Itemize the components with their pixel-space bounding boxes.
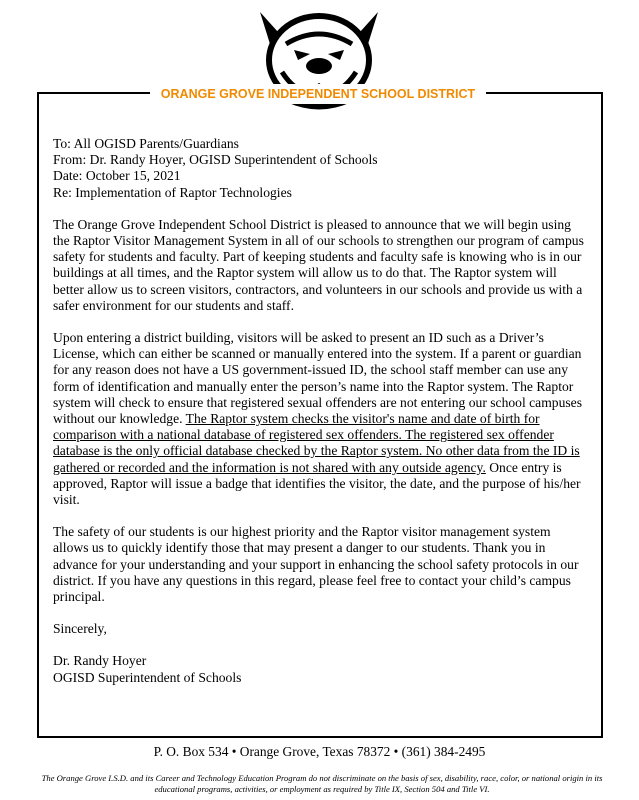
signature-title: OGISD Superintendent of Schools	[53, 669, 242, 685]
paragraph-2-intro: Upon entering a district building, visitors will be asked to present an ID such as a Driver’s License, which can either be scanned or manually entered into the system. If a parent or guardian for any reason does not have a US government-issued ID, the school staff member can use any form of identification and manually enter the person’s name into the Raptor system. The Raptor system will check to ensure that registered sexual offenders are not entering our school campuses without our knowledge.	[53, 330, 582, 427]
body-paragraph-2	[53, 330, 588, 508]
letter-content	[53, 136, 588, 702]
memo-header	[53, 136, 588, 201]
district-name: ORANGE GROVE INDEPENDENT SCHOOL DISTRICT	[150, 84, 486, 104]
body-paragraph-1: The Orange Grove Independent School District is pleased to announce that we will begin using the Raptor Visitor Management System in all of our schools to strengthen our program of campus safety for students and faculty. Part of keeping students and faculty safe is knowing who is in our buildings at all times, and the Raptor system will allow us to do that. The Raptor system will better allow us to screen visitors, contractors, and volunteers in our schools and provide us with a safer environment for our students and staff.	[53, 216, 584, 313]
paragraph-2-outro: Once entry is approved, Raptor will issue a badge that identifies the visitor, the date, and the purpose of his/her visit.	[53, 459, 581, 508]
body-paragraph-3: The safety of our students is our highest priority and the Raptor visitor management system allows us to quickly identify those that may present a danger to our students. Thank you in advance for your understanding and your support in enhancing the school safety protocols in our district. If you have any questions in this regard, please feel free to contact your child’s campus principal.	[53, 524, 579, 605]
memo-subject: Re: Implementation of Raptor Technologies	[53, 184, 292, 200]
signature-block	[53, 653, 588, 685]
salutation: Sincerely,	[53, 621, 107, 637]
memo-to: To: All OGISD Parents/Guardians	[53, 136, 239, 151]
footer-address: P. O. Box 534 • Orange Grove, Texas 78372 • (361) 384-2495	[153, 744, 486, 759]
paragraph-2-underlined: The Raptor system checks the visitor's name and date of birth for comparison with a national database of registered sex offenders. The registered sex offender database is the only official database checked by the Raptor system. No other data from the ID is gathered or recorded and the information is not shared with any outside agency.	[53, 411, 580, 475]
memo-date: Date: October 15, 2021	[53, 168, 181, 184]
signature-name: Dr. Randy Hoyer	[53, 653, 147, 669]
memo-from: From: Dr. Randy Hoyer, OGISD Superintendent of Schools	[53, 152, 378, 168]
nondiscrimination-disclaimer: The Orange Grove I.S.D. and its Career and Technology Education Program do not discriminate on the basis of sex, disability, race, color, or national origin in its educational programs, activities, or employment as required by Title IX, Section 504 and Title VI.	[41, 773, 603, 794]
